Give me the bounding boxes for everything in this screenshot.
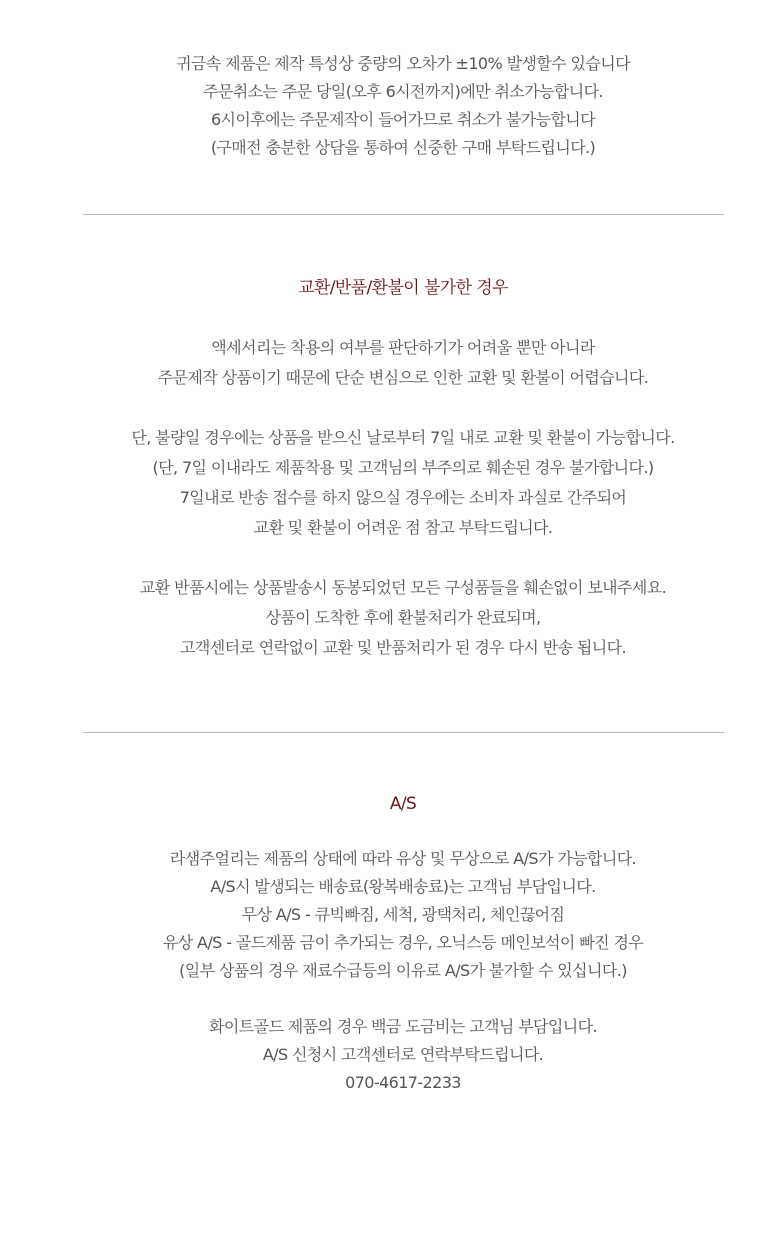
exchange-p3-line: 고객센터로 연락없이 교환 및 반품처리가 된 경우 다시 반송 됩니다.: [180, 638, 626, 657]
notice-line-consult: (구매전 충분한 상담을 통하여 신중한 구매 부탁드립니다.): [210, 138, 596, 157]
as-p1-line: 무상 A/S - 큐빅빠짐, 세척, 광택처리, 체인끊어짐: [241, 905, 565, 924]
notice-line-weight: 귀금속 제품은 제작 특성상 중량의 오차가 ±10% 발생할수 있습니다: [176, 54, 630, 73]
exchange-policy: [0, 333, 780, 663]
section-divider: [83, 214, 724, 215]
as-policy: [0, 845, 780, 1097]
paragraph-gap: [0, 393, 780, 423]
as-section-title: A/S: [389, 794, 417, 814]
as-p1-line: 라샘주얼리는 제품의 상태에 따라 유상 및 무상으로 A/S가 가능합니다.: [169, 849, 637, 868]
as-p1-line: 유상 A/S - 골드제품 금이 추가되는 경우, 오닉스등 메인보석이 빠진 경우: [162, 933, 644, 952]
exchange-p2-line: 교환 및 환불이 어려운 점 참고 부탁드립니다.: [253, 518, 553, 537]
paragraph-gap: [0, 543, 780, 573]
exchange-p1-line: 주문제작 상품이기 때문에 단순 변심으로 인한 교환 및 환불이 어렵습니다.: [157, 368, 649, 387]
exchange-section-title: 교환/반품/환불이 불가한 경우: [298, 278, 508, 298]
exchange-p2-line: 단, 불량일 경우에는 상품을 받으신 날로부터 7일 내로 교환 및 환불이 가능합니다.: [131, 428, 675, 447]
exchange-p3-line: 교환 반품시에는 상품발송시 동봉되었던 모든 구성품들을 훼손없이 보내주세요.: [139, 578, 667, 597]
notice-line-after-six: 6시이후에는 주문제작이 들어가므로 취소가 불가능합니다: [210, 110, 596, 129]
exchange-p2-line: (단, 7일 이내라도 제품착용 및 고객님의 부주의로 훼손된 경우 불가합니다.): [152, 458, 654, 477]
exchange-p3-line: 상품이 도착한 후에 환불처리가 완료되며,: [265, 608, 541, 627]
exchange-p1-line: 액세서리는 착용의 여부를 판단하기가 어려울 뿐만 아니라: [211, 338, 595, 357]
customer-center-phone: 070-4617-2233: [345, 1073, 461, 1092]
as-p1-line: A/S시 발생되는 배송료(왕복배송료)는 고객님 부담입니다.: [210, 877, 596, 896]
as-p2-line: A/S 신청시 고객센터로 연락부탁드립니다.: [262, 1045, 544, 1064]
section-divider: [83, 732, 724, 733]
paragraph-gap: [0, 985, 780, 1013]
notice-line-cancel: 주문취소는 주문 당일(오후 6시전까지)에만 취소가능합니다.: [203, 82, 603, 101]
as-p2-line: 화이트골드 제품의 경우 백금 도금비는 고객님 부담입니다.: [209, 1017, 597, 1036]
order-notice: [0, 50, 780, 162]
exchange-p2-line: 7일내로 반송 접수를 하지 않으실 경우에는 소비자 과실로 간주되어: [179, 488, 627, 507]
as-p1-line: (일부 상품의 경우 재료수급등의 이유로 A/S가 불가할 수 있십니다.): [179, 961, 627, 980]
